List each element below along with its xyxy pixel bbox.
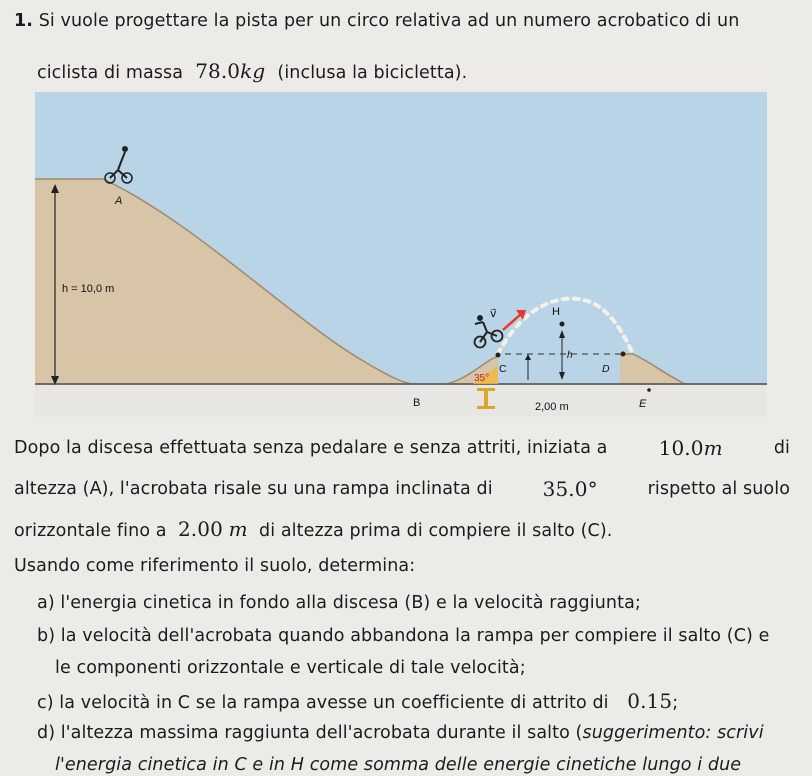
problem-line-2: ciclista di massa 78.0kg (inclusa la bicicletta). <box>37 59 468 83</box>
question-b-line-1: b) la velocità dell'acrobata quando abbandona la rampa per compiere il salto (C) e <box>37 626 770 646</box>
point-H-label: H <box>552 306 560 318</box>
point-E-label: E <box>639 398 647 410</box>
question-d-line-1: d) l'altezza massima raggiunta dell'acrobata durante il salto (suggerimento: scrivi <box>37 723 764 743</box>
initial-height-value: 10.0m <box>658 436 723 460</box>
angle-value: 35.0° <box>542 477 598 501</box>
question-b-line-2: le componenti orizzontale e verticale di tale velocità; <box>55 658 526 678</box>
problem-number: 1. Si vuole progettare la pista per un circo relativa ad un numero acrobatico di un <box>14 11 740 31</box>
velocity-label: v⃗ <box>490 308 497 320</box>
circus-track-figure <box>35 92 767 417</box>
question-c: c) la velocità in C se la rampa avesse un coefficiente di attrito di 0.15; <box>37 689 679 713</box>
text-line-1: Dopo la discesa effettuata senza pedalare e senza attriti, iniziata a 10.0m di <box>14 436 790 460</box>
ramp-height-value: 2.00 m <box>177 517 248 541</box>
point-A-label: A <box>115 195 123 207</box>
question-a: a) l'energia cinetica in fondo alla discesa (B) e la velocità raggiunta; <box>37 593 641 613</box>
text-line-2: altezza (A), l'acrobata risale su una rampa inclinata di 35.0° rispetto al suolo <box>14 477 790 501</box>
point-D-label: D <box>602 363 610 375</box>
text-line-3: orizzontale fino a 2.00 m di altezza prima di compiere il salto (C). <box>14 517 613 541</box>
distance-label: 2,00 m <box>535 401 569 413</box>
height-label: h = 10,0 m <box>62 283 115 295</box>
problem-line-1 <box>14 10 790 32</box>
point-C-label: C <box>499 363 507 375</box>
angle-label: 35° <box>474 373 490 384</box>
small-h-label: h <box>567 350 573 361</box>
point-B-label: B <box>413 397 421 409</box>
text-line-4: Usando come riferimento il suolo, determina: <box>14 556 416 576</box>
friction-value: 0.15 <box>627 689 673 713</box>
mass-value: 78.0kg <box>195 59 266 83</box>
question-d-line-2: l'energia cinetica in C e in H come somma delle energie cinetiche lungo i due <box>55 755 742 775</box>
